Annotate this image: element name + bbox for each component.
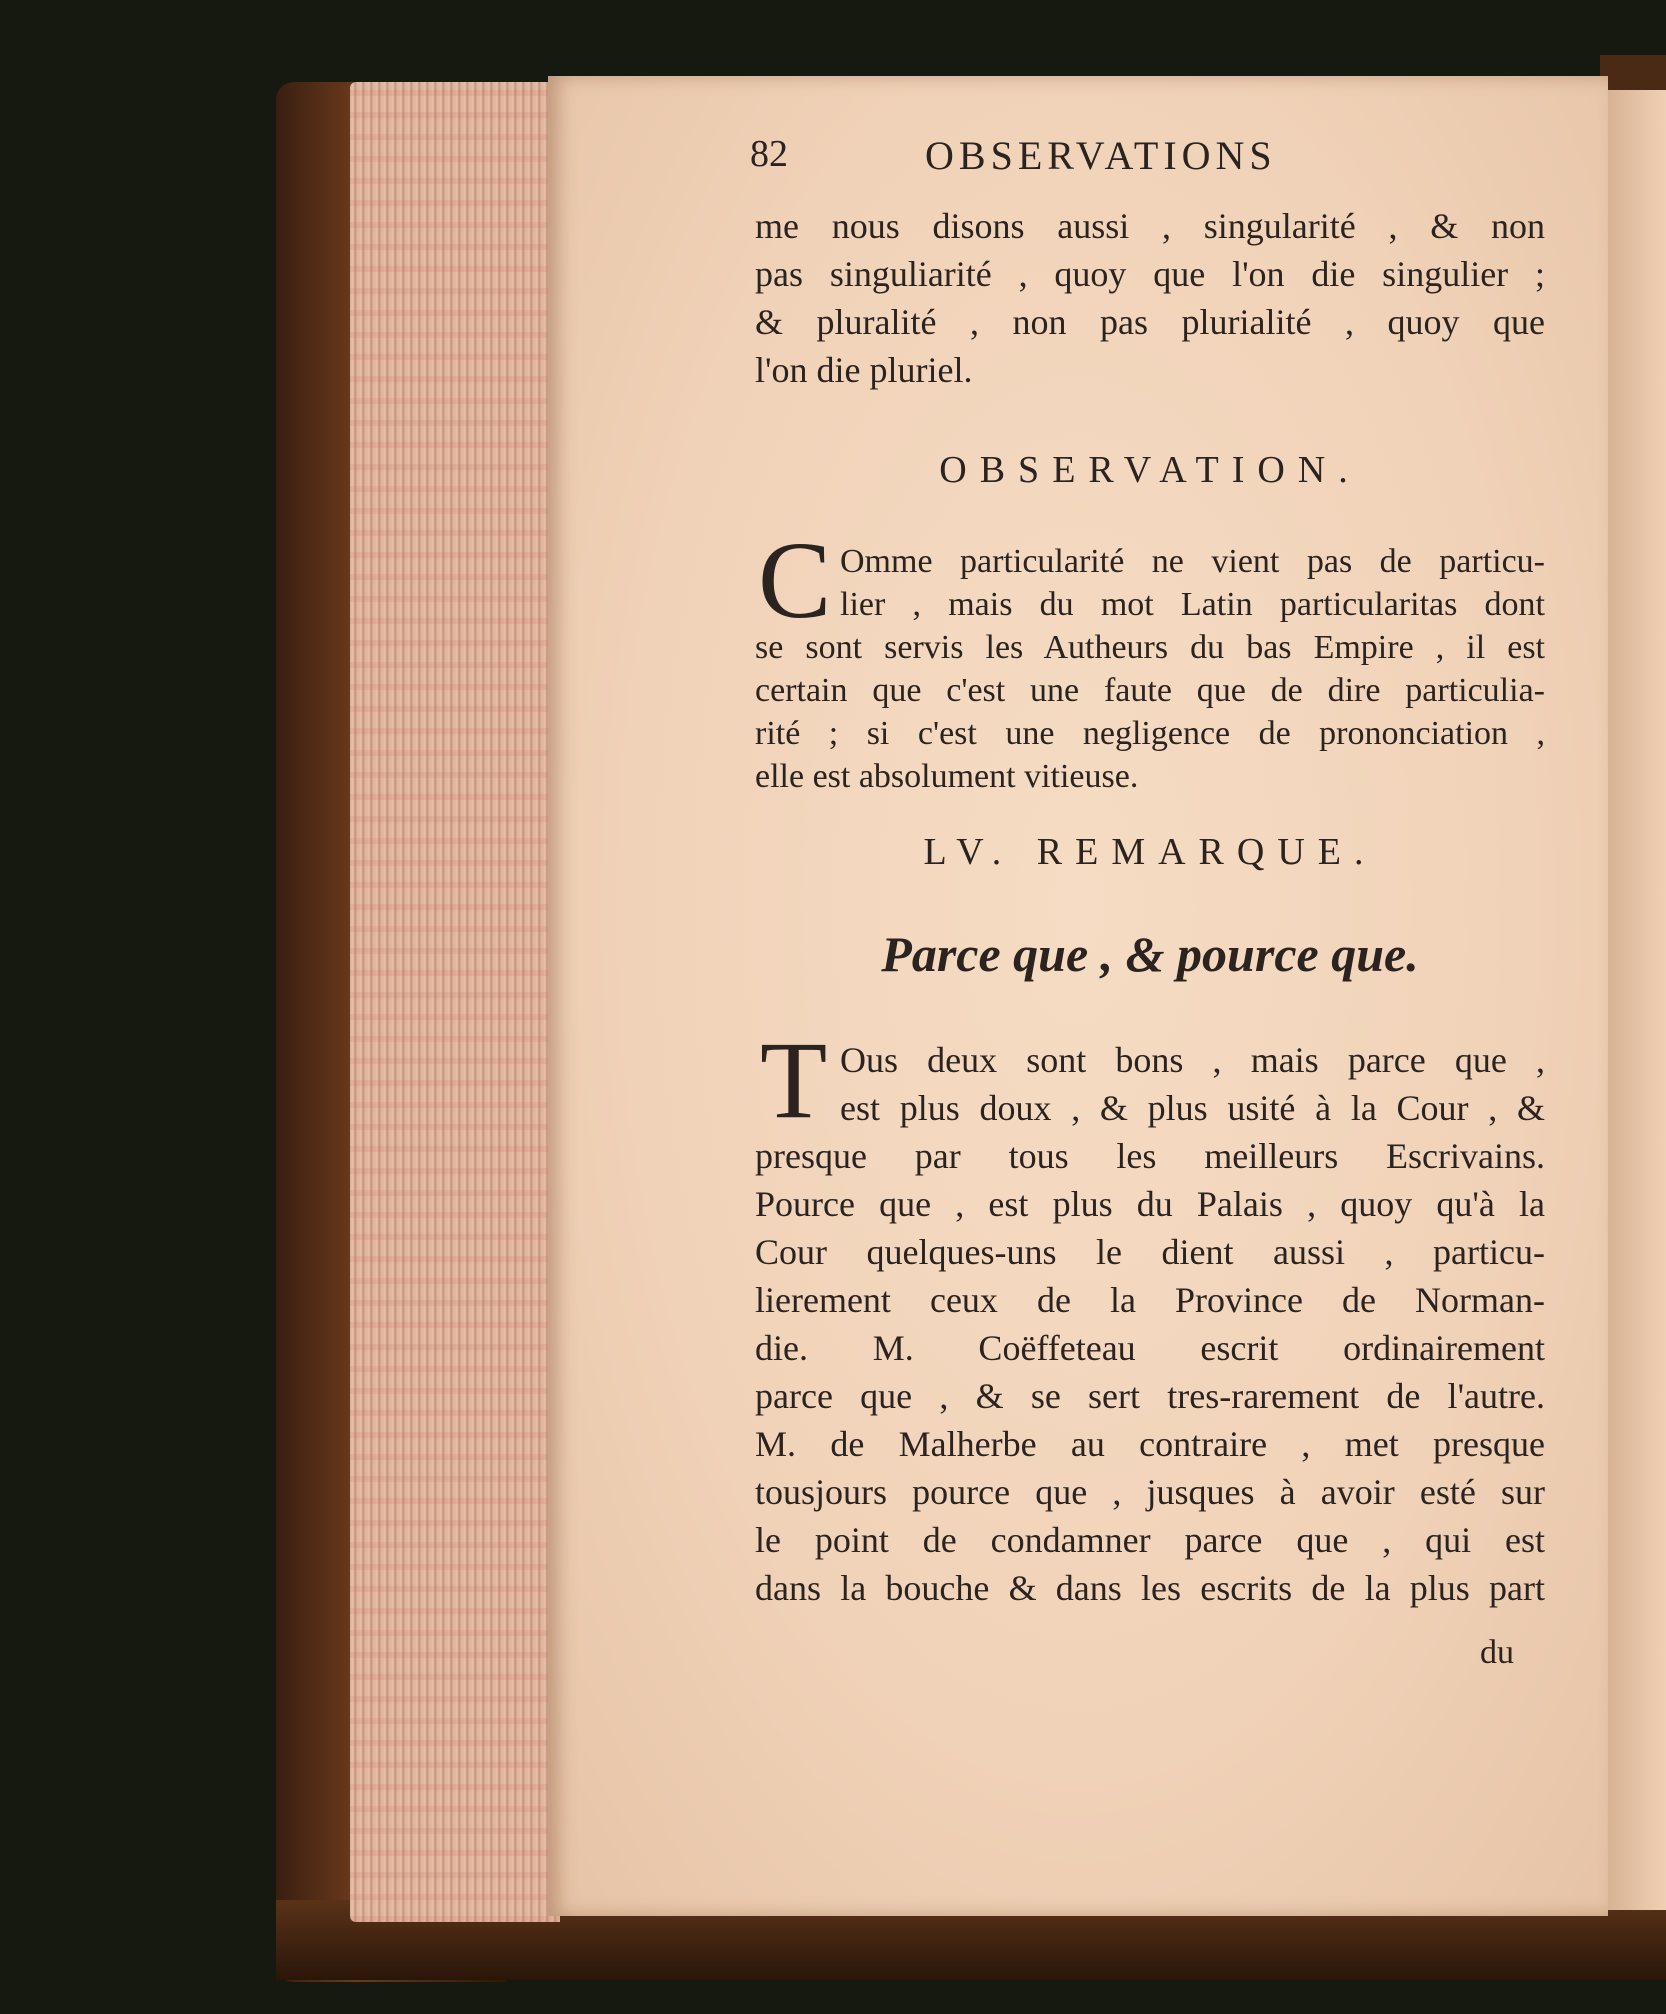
text-line: lier , mais du mot Latin particularitas dont (840, 586, 1545, 623)
text-line: est plus doux , & plus usité à la Cour , & (840, 1088, 1545, 1128)
text-line: dans la bouche & dans les escrits de la plus part (755, 1568, 1545, 1608)
text-line: Pource que , est plus du Palais , quoy qu'à la (755, 1184, 1545, 1224)
remarque-subheading: Parce que , & pource que. (881, 926, 1419, 982)
dropcap-t: T (760, 1019, 828, 1141)
text-line: presque par tous les meilleurs Escrivains. (755, 1136, 1545, 1176)
text-line: l'on die pluriel. (755, 350, 973, 390)
text-line: die. M. Coëffeteau escrit ordinairement (755, 1328, 1545, 1368)
text-line: Ous deux sont bons , mais parce que , (840, 1040, 1545, 1080)
text-line: rité ; si c'est une negligence de prononciation , (755, 715, 1545, 752)
text-line: & pluralité , non pas plurialité , quoy que (755, 302, 1545, 342)
book-cover-top (1600, 55, 1666, 95)
observation-heading: OBSERVATION. (939, 449, 1361, 491)
text-line: le point de condamner parce que , qui est (755, 1520, 1545, 1560)
dropcap-c: C (758, 519, 832, 641)
page-edges (350, 82, 560, 1922)
remarque-heading: LV. REMARQUE. (923, 831, 1377, 873)
text-line: certain que c'est une faute que de dire particulia- (755, 672, 1545, 709)
catchword: du (1480, 1634, 1514, 1671)
text-line: M. de Malherbe au contraire , met presque (755, 1424, 1545, 1464)
text-line: lierement ceux de la Province de Norman- (755, 1280, 1545, 1320)
text-line: elle est absolument vitieuse. (755, 758, 1139, 795)
text-line: Cour quelques-uns le dient aussi , particu- (755, 1232, 1545, 1272)
running-title: OBSERVATIONS (925, 133, 1277, 178)
text-line: tousjours pource que , jusques à avoir esté sur (755, 1472, 1545, 1512)
text-line: pas singuliarité , quoy que l'on die singulier ; (755, 254, 1545, 294)
text-line: me nous disons aussi , singularité , & non (755, 206, 1545, 246)
facing-page-edge (1608, 90, 1666, 1910)
text-line: Omme particularité ne vient pas de particu- (840, 543, 1545, 580)
text-line: se sont servis les Autheurs du bas Empire , il est (755, 629, 1545, 666)
text-line: parce que , & se sert tres-rarement de l'autre. (755, 1376, 1545, 1416)
page-number: 82 (750, 133, 788, 175)
